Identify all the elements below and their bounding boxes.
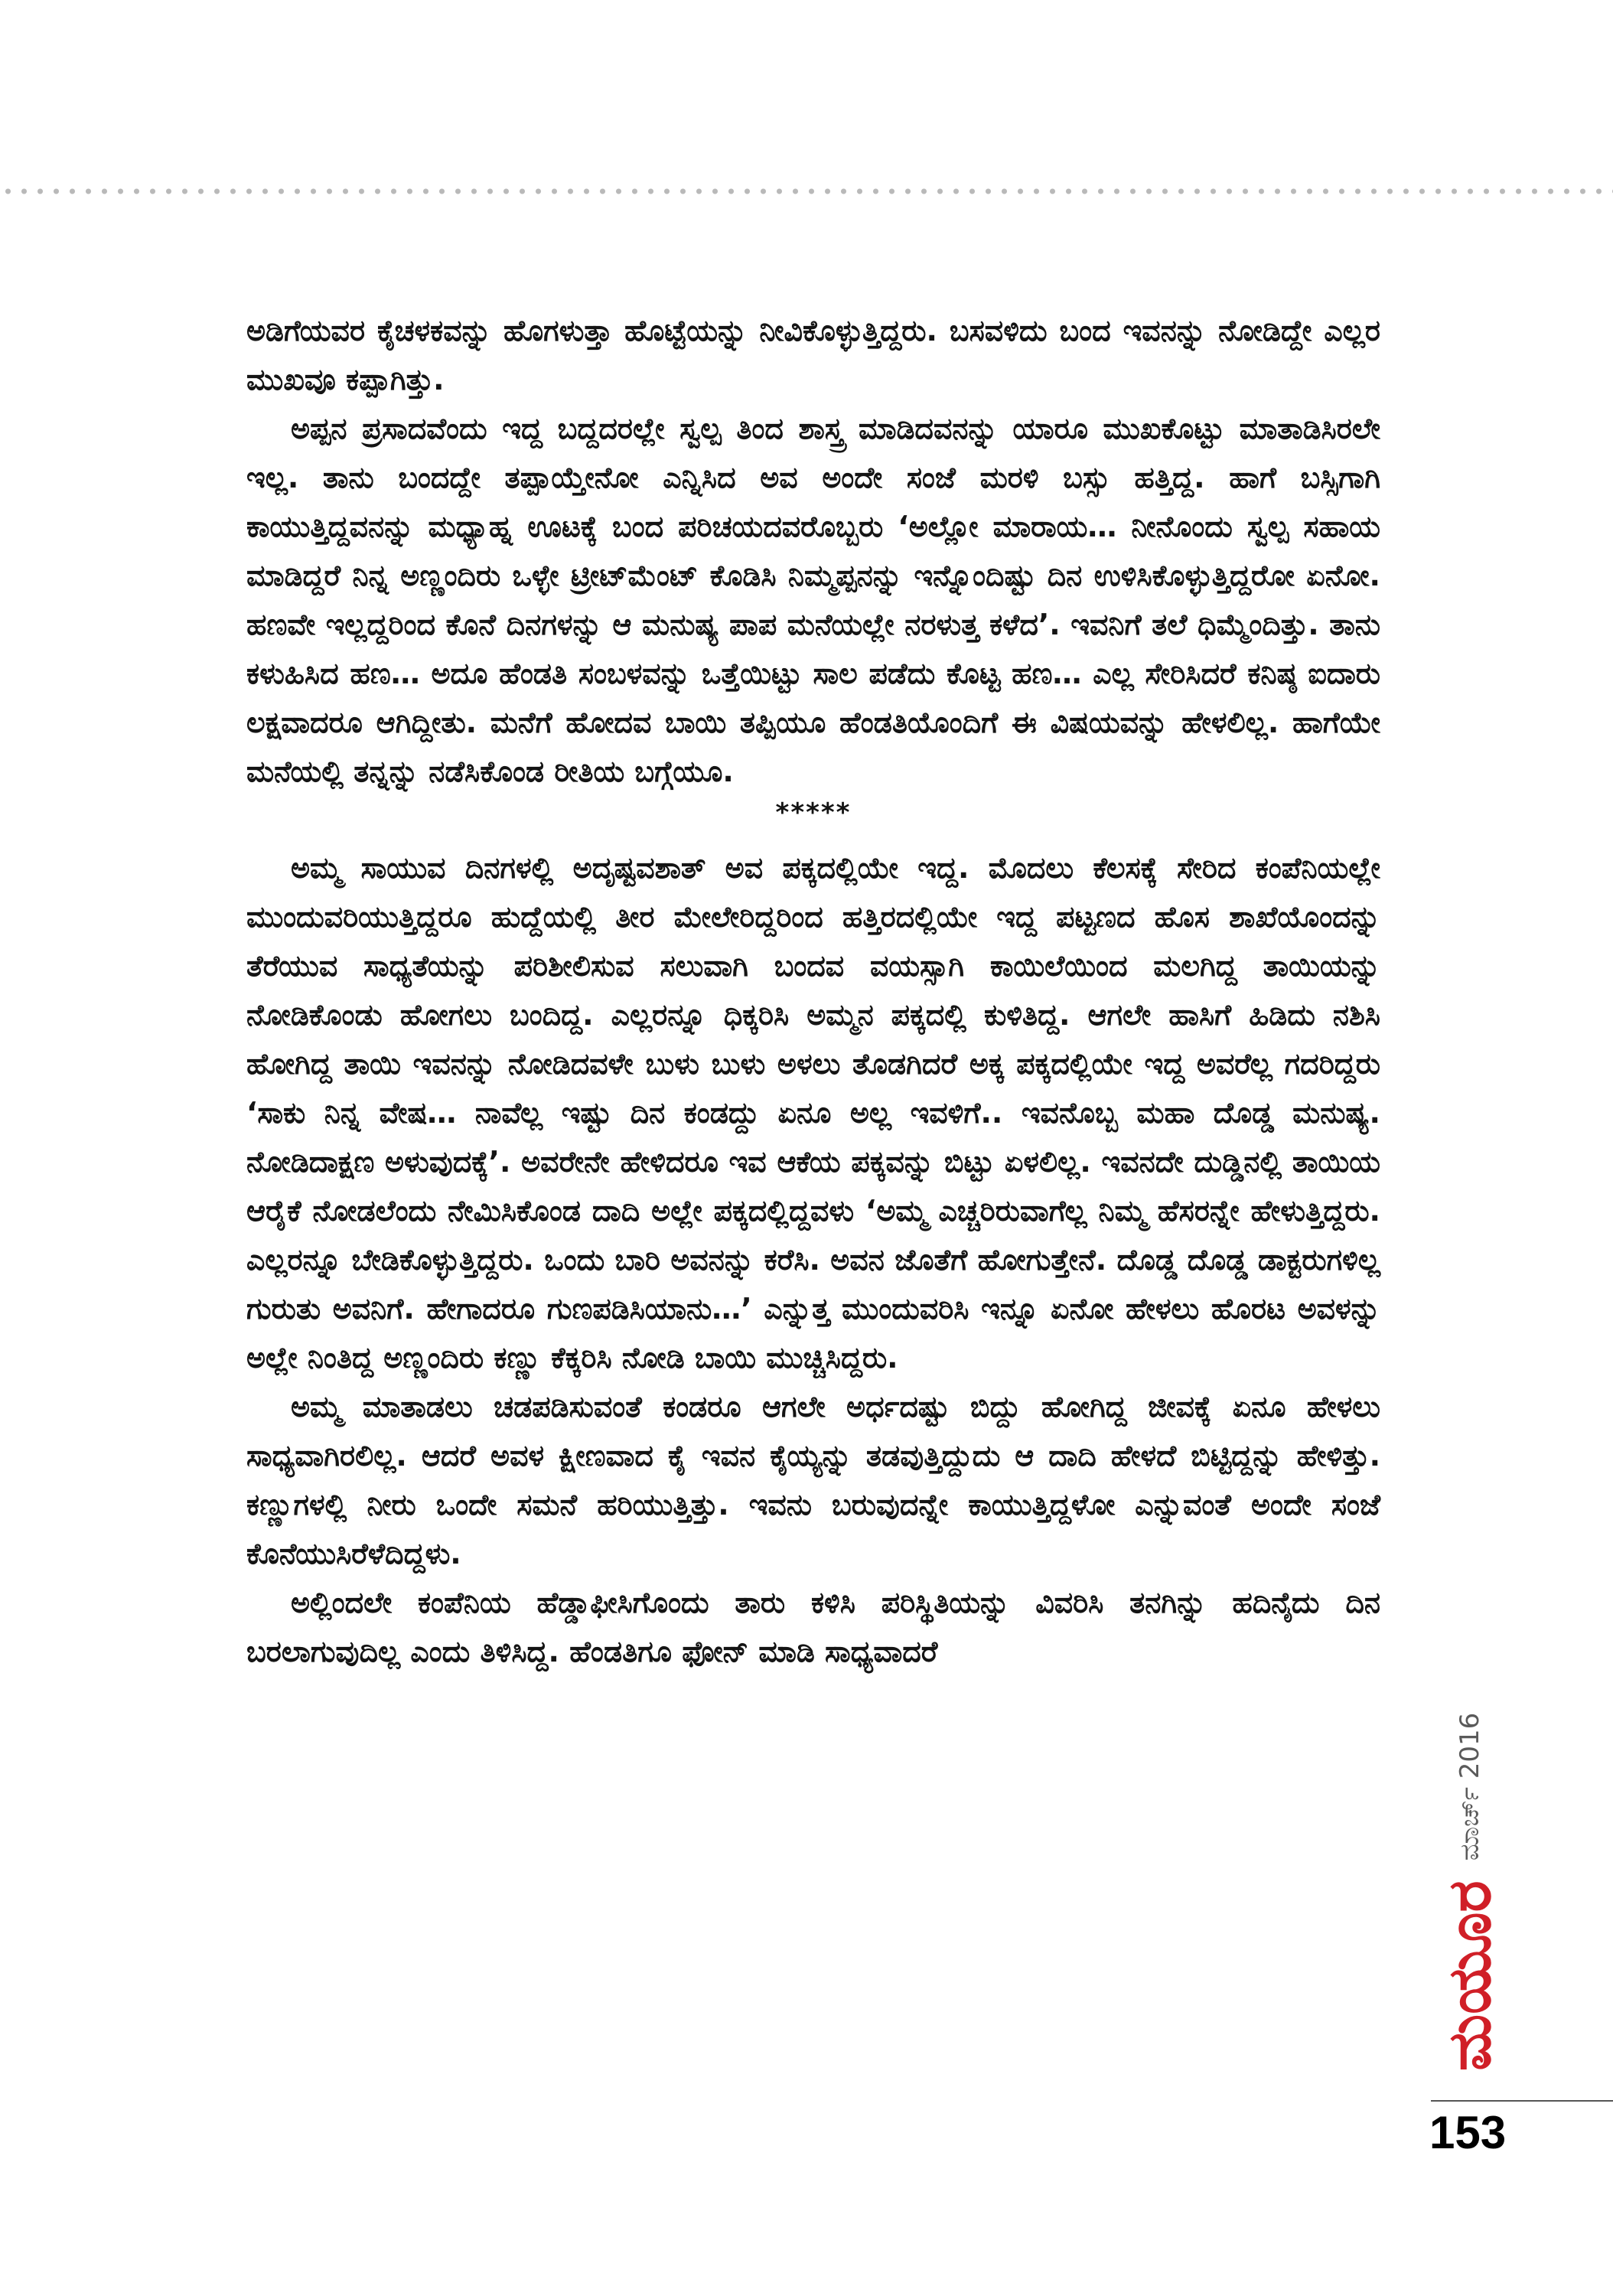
paragraph: ಅಡಿಗೆಯವರ ಕೈಚಳಕವನ್ನು ಹೊಗಳುತ್ತಾ ಹೊಟ್ಟೆಯನ್ನು ನೀವಿಕೊಳ್ಳುತ್ತಿದ್ದರು. ಬಸವಳಿದು ಬಂದ ಇವನನ್ನು ನೋಡಿದ್ದೇ ಎಲ್ಲರ ಮುಖವೂ ಕಪ್ಪಾಗಿತ್ತು. — [246, 314, 1380, 396]
paragraph: ಅಮ್ಮ ಸಾಯುವ ದಿನಗಳಲ್ಲಿ ಅದೃಷ್ಟವಶಾತ್ ಅವ ಪಕ್ಕದಲ್ಲಿಯೇ ಇದ್ದ. ಮೊದಲು ಕೆಲಸಕ್ಕೆ ಸೇರಿದ ಕಂಪೆನಿಯಲ್ಲೇ ಮುಂದುವರಿಯುತ್ತಿದ್ದರೂ ಹುದ್ದೆಯಲ್ಲಿ ತೀರ ಮೇಲೇರಿದ್ದರಿಂದ ಹತ್ತಿರದಲ್ಲಿಯೇ ಇದ್ದ ಪಟ್ಟಣದ ಹೊಸ ಶಾಖೆಯೊಂದನ್ನು ತೆರೆಯುವ ಸಾಧ್ಯತೆಯನ್ನು ಪರಿಶೀಲಿಸುವ ಸಲುವಾಗಿ ಬಂದವ ವಯಸ್ಸಾಗಿ ಕಾಯಿಲೆಯಿಂದ ಮಲಗಿದ್ದ ತಾಯಿಯನ್ನು ನೋಡಿಕೊಂಡು ಹೋಗಲು ಬಂದಿದ್ದ. ಎಲ್ಲರನ್ನೂ ಧಿಕ್ಕರಿಸಿ ಅಮ್ಮನ ಪಕ್ಕದಲ್ಲಿ ಕುಳಿತಿದ್ದ. ಆಗಲೇ ಹಾಸಿಗೆ ಹಿಡಿದು ನಶಿಸಿ ಹೋಗಿದ್ದ ತಾಯಿ ಇವನನ್ನು ನೋಡಿದವಳೇ ಬುಳು ಬುಳು ಅಳಲು ತೊಡಗಿದರೆ ಅಕ್ಕ ಪಕ್ಕದಲ್ಲಿಯೇ ಇದ್ದ ಅವರೆಲ್ಲ ಗದರಿದ್ದರು ‘ಸಾಕು ನಿನ್ನ ವೇಷ… ನಾವೆಲ್ಲ ಇಷ್ಟು ದಿನ ಕಂಡದ್ದು ಏನೂ ಅಲ್ಲ ಇವಳಿಗೆ.. ಇವನೊಬ್ಬ ಮಹಾ ದೊಡ್ಡ ಮನುಷ್ಯ. ನೋಡಿದಾಕ್ಷಣ ಅಳುವುದಕ್ಕೆ’. ಅವರೇನೇ ಹೇಳಿದರೂ ಇವ ಆಕೆಯ ಪಕ್ಕವನ್ನು ಬಿಟ್ಟು ಏಳಲಿಲ್ಲ. ಇವನದೇ ದುಡ್ಡಿನಲ್ಲಿ ತಾಯಿಯ ಆರೈಕೆ ನೋಡಲೆಂದು ನೇಮಿಸಿಕೊಂಡ ದಾದಿ ಅಲ್ಲೇ ಪಕ್ಕದಲ್ಲಿದ್ದವಳು ‘ಅಮ್ಮ ಎಚ್ಚರಿರುವಾಗೆಲ್ಲ ನಿಮ್ಮ ಹೆಸರನ್ನೇ ಹೇಳುತ್ತಿದ್ದರು. ಎಲ್ಲರನ್ನೂ ಬೇಡಿಕೊಳ್ಳುತ್ತಿದ್ದರು. ಒಂದು ಬಾರಿ ಅವನನ್ನು ಕರೆಸಿ. ಅವನ ಜೊತೆಗೆ ಹೋಗುತ್ತೇನೆ. ದೊಡ್ಡ ದೊಡ್ಡ ಡಾಕ್ಟರುಗಳಿಲ್ಲ ಗುರುತು ಅವನಿಗೆ. ಹೇಗಾದರೂ ಗುಣಪಡಿಸಿಯಾನು…’ ಎನ್ನುತ್ತ ಮುಂದುವರಿಸಿ ಇನ್ನೂ ಏನೋ ಹೇಳಲು ಹೊರಟ ಅವಳನ್ನು ಅಲ್ಲೇ ನಿಂತಿದ್ದ ಅಣ್ಣಂದಿರು ಕಣ್ಣು ಕೆಕ್ಕರಿಸಿ ನೋಡಿ ಬಾಯಿ ಮುಚ್ಚಿಸಿದ್ದರು. — [246, 851, 1380, 1375]
magazine-name: ಮಯೂರ — [1435, 1880, 1504, 2071]
page-number: 153 — [1429, 2107, 1507, 2158]
paragraph: ಅಮ್ಮ ಮಾತಾಡಲು ಚಡಪಡಿಸುವಂತೆ ಕಂಡರೂ ಆಗಲೇ ಅರ್ಧದಷ್ಟು ಬಿದ್ದು ಹೋಗಿದ್ದ ಜೀವಕ್ಕೆ ಏನೂ ಹೇಳಲು ಸಾಧ್ಯವಾಗಿರಲಿಲ್ಲ. ಆದರೆ ಅವಳ ಕ್ಷೀಣವಾದ ಕೈ ಇವನ ಕೈಯ್ಯನ್ನು ತಡವುತ್ತಿದ್ದುದು ಆ ದಾದಿ ಹೇಳದೆ ಬಿಟ್ಟಿದ್ದನ್ನು ಹೇಳಿತ್ತು. ಕಣ್ಣುಗಳಲ್ಲಿ ನೀರು ಒಂದೇ ಸಮನೆ ಹರಿಯುತ್ತಿತ್ತು. ಇವನು ಬರುವುದನ್ನೇ ಕಾಯುತ್ತಿದ್ದಳೋ ಎನ್ನುವಂತೆ ಅಂದೇ ಸಂಜೆ ಕೊನೆಯುಸಿರೆಳೆದಿದ್ದಳು. — [246, 1390, 1380, 1570]
article-body — [246, 306, 1380, 1676]
paragraph: ಅಪ್ಪನ ಪ್ರಸಾದವೆಂದು ಇದ್ದ ಬದ್ದದರಲ್ಲೇ ಸ್ವಲ್ಪ ತಿಂದ ಶಾಸ್ತ್ರ ಮಾಡಿದವನನ್ನು ಯಾರೂ ಮುಖಕೊಟ್ಟು ಮಾತಾಡಿಸಿರಲೇ ಇಲ್ಲ. ತಾನು ಬಂದದ್ದೇ ತಪ್ಪಾಯ್ತೇನೋ ಎನ್ನಿಸಿದ ಅವ ಅಂದೇ ಸಂಜೆ ಮರಳಿ ಬಸ್ಸು ಹತ್ತಿದ್ದ. ಹಾಗೆ ಬಸ್ಸಿಗಾಗಿ ಕಾಯುತ್ತಿದ್ದವನನ್ನು ಮಧ್ಯಾಹ್ನ ಊಟಕ್ಕೆ ಬಂದ ಪರಿಚಯದವರೊಬ್ಬರು ‘ಅಲ್ಲೋ ಮಾರಾಯ… ನೀನೊಂದು ಸ್ವಲ್ಪ ಸಹಾಯ ಮಾಡಿದ್ದರೆ ನಿನ್ನ ಅಣ್ಣಂದಿರು ಒಳ್ಳೇ ಟ್ರೀಟ್‌ಮೆಂಟ್ ಕೊಡಿಸಿ ನಿಮ್ಮಪ್ಪನನ್ನು ಇನ್ನೊಂದಿಷ್ಟು ದಿನ ಉಳಿಸಿಕೊಳ್ಳುತ್ತಿದ್ದರೋ ಏನೋ. ಹಣವೇ ಇಲ್ಲದ್ದರಿಂದ ಕೊನೆ ದಿನಗಳನ್ನು ಆ ಮನುಷ್ಯ ಪಾಪ ಮನೆಯಲ್ಲೇ ನರಳುತ್ತ ಕಳೆದ’. ಇವನಿಗೆ ತಲೆ ಧಿಮ್ಮೆಂದಿತ್ತು. ತಾನು ಕಳುಹಿಸಿದ ಹಣ… ಅದೂ ಹೆಂಡತಿ ಸಂಬಳವನ್ನು ಒತ್ತೆಯಿಟ್ಟು ಸಾಲ ಪಡೆದು ಕೊಟ್ಟ ಹಣ… ಎಲ್ಲ ಸೇರಿಸಿದರೆ ಕನಿಷ್ಠ ಐದಾರು ಲಕ್ಷವಾದರೂ ಆಗಿದ್ದೀತು. ಮನೆಗೆ ಹೋದವ ಬಾಯಿ ತಪ್ಪಿಯೂ ಹೆಂಡತಿಯೊಂದಿಗೆ ಈ ವಿಷಯವನ್ನು ಹೇಳಲಿಲ್ಲ. ಹಾಗೆಯೇ ಮನೆಯಲ್ಲಿ ತನ್ನನ್ನು ನಡೆಸಿಕೊಂಡ ರೀತಿಯ ಬಗ್ಗೆಯೂ. — [246, 412, 1380, 788]
magazine-side-label — [1425, 1667, 1515, 2071]
issue-date: ಮಾರ್ಚ್ 2016 — [1455, 1712, 1485, 1861]
page-number-rule — [1431, 2100, 1613, 2102]
section-separator: ***** — [775, 797, 852, 828]
top-dotted-rule — [0, 187, 1613, 196]
paragraph: ಅಲ್ಲಿಂದಲೇ ಕಂಪೆನಿಯ ಹೆಡ್ಡಾಫೀಸಿಗೊಂದು ತಾರು ಕಳಿಸಿ ಪರಿಸ್ಥಿತಿಯನ್ನು ವಿವರಿಸಿ ತನಗಿನ್ನು ಹದಿನೈದು ದಿನ ಬರಲಾಗುವುದಿಲ್ಲ ಎಂದು ತಿಳಿಸಿದ್ದ. ಹೆಂಡತಿಗೂ ಫೋನ್ ಮಾಡಿ ಸಾಧ್ಯವಾದರೆ — [246, 1586, 1380, 1668]
